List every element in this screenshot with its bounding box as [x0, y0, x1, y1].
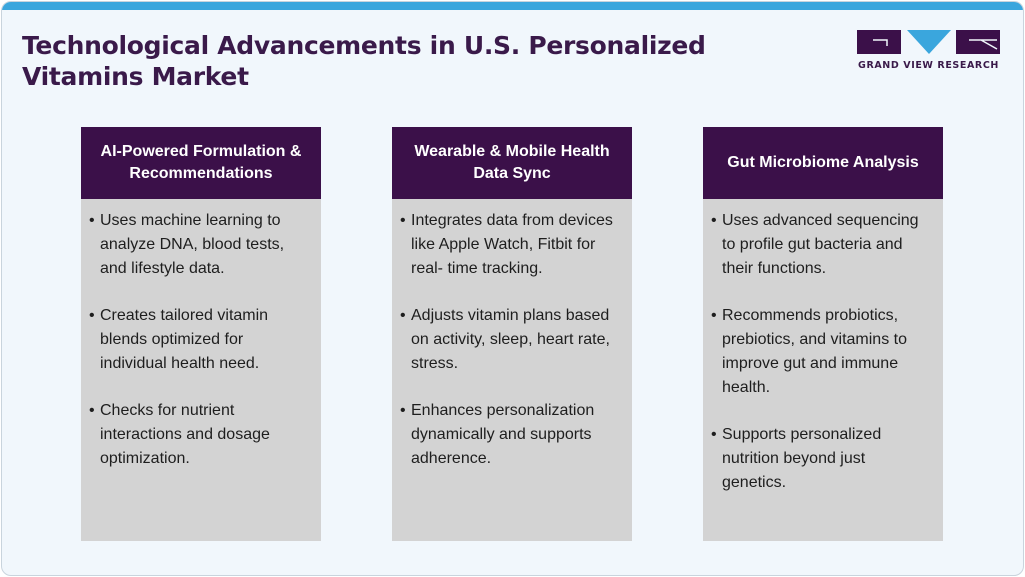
card-heading: AI-Powered Formulation & Recommendations — [81, 127, 321, 199]
card-bullet: • Uses advanced sequencing to profile gut bacteria and their functions. — [711, 209, 931, 281]
card-ai-powered-formulation — [81, 127, 321, 541]
card-bullet-list — [392, 199, 632, 471]
card-gut-microbiome — [703, 127, 943, 541]
card-bullet: • Creates tailored vitamin blends optimized for individual health need. — [89, 304, 309, 376]
card-bullet: • Checks for nutrient interactions and dosage optimization. — [89, 399, 309, 471]
infographic-frame — [1, 1, 1024, 576]
top-accent-bar — [2, 2, 1023, 10]
card-bullet: • Enhances personalization dynamically and supports adherence. — [400, 399, 620, 471]
card-heading: Wearable & Mobile Health Data Sync — [392, 127, 632, 199]
card-bullet: • Uses machine learning to analyze DNA, blood tests, and lifestyle data. — [89, 209, 309, 281]
gvr-logo-icon — [857, 30, 1000, 56]
card-bullet-list — [703, 199, 943, 495]
card-bullet-list — [81, 199, 321, 471]
logo-text: GRAND VIEW RESEARCH — [858, 60, 999, 71]
grand-view-research-logo — [857, 30, 1000, 74]
card-bullet: • Supports personalized nutrition beyond just genetics. — [711, 423, 931, 495]
card-bullet: • Recommends probiotics, prebiotics, and vitamins to improve gut and immune health. — [711, 304, 931, 400]
card-heading: Gut Microbiome Analysis — [703, 127, 943, 199]
page-title-line-1: Technological Advancements in U.S. Personalized — [22, 31, 706, 60]
page-title — [22, 30, 706, 92]
card-bullet: • Integrates data from devices like Apple Watch, Fitbit for real- time tracking. — [400, 209, 620, 281]
page-title-line-2: Vitamins Market — [22, 62, 249, 91]
card-wearable-mobile-sync — [392, 127, 632, 541]
card-bullet: • Adjusts vitamin plans based on activity, sleep, heart rate, stress. — [400, 304, 620, 376]
